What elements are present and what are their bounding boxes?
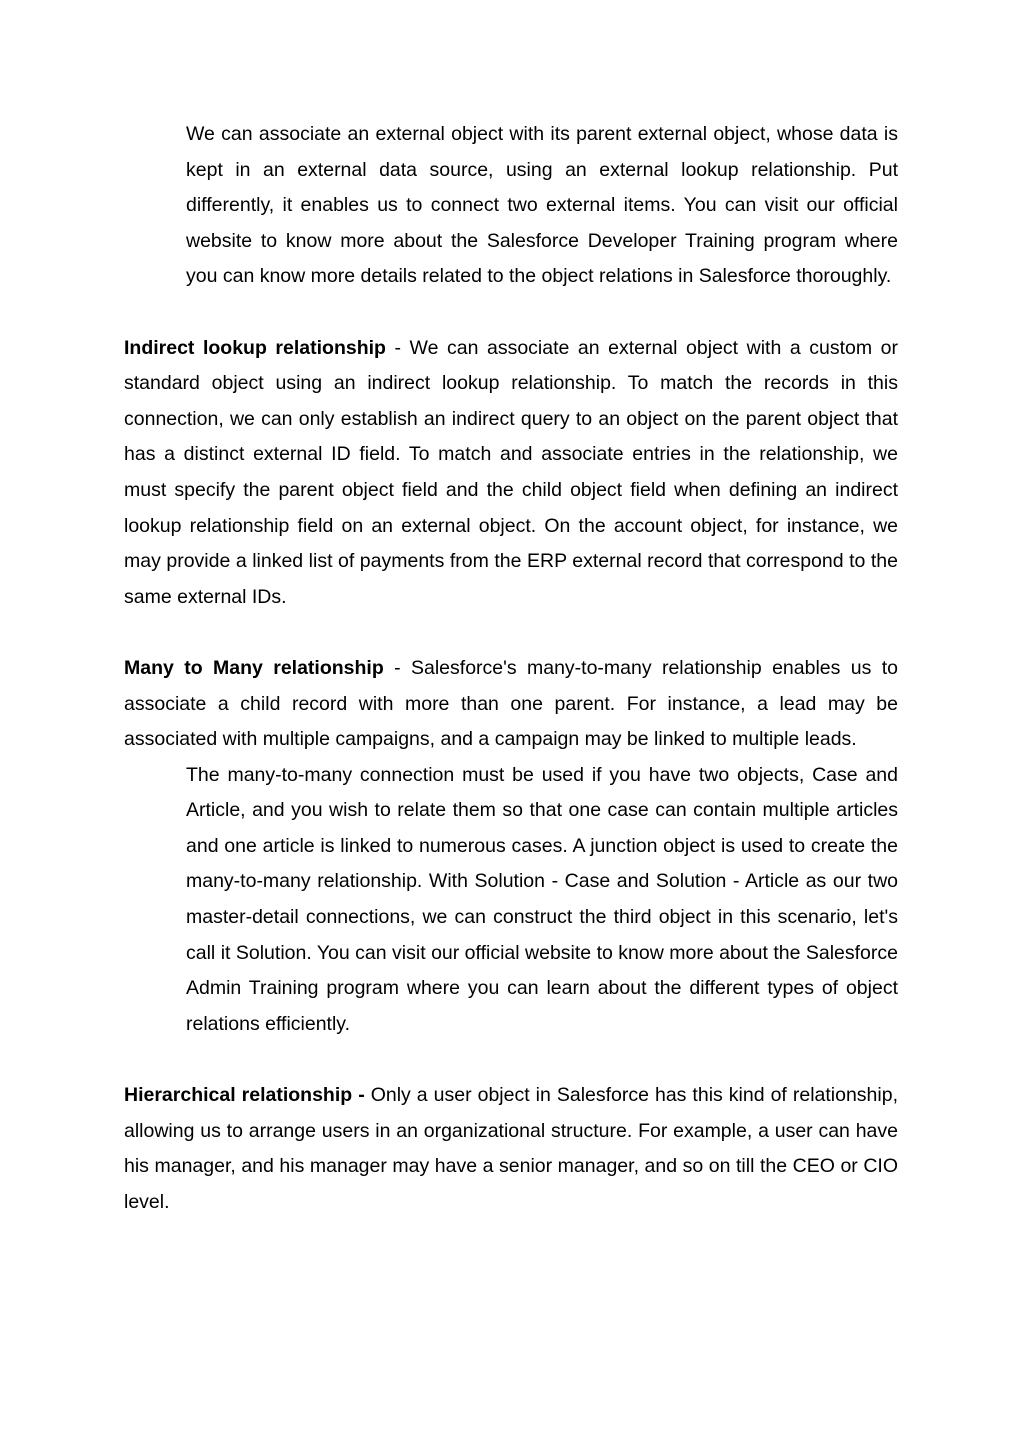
document-page (124, 117, 898, 1220)
hierarchical-paragraph (124, 1078, 898, 1220)
many-to-many-term: Many to Many relationship (124, 656, 384, 679)
indirect-lookup-paragraph (124, 331, 898, 616)
indirect-lookup-term: Indirect lookup relationship (124, 336, 386, 359)
paragraph-gap (124, 1042, 898, 1078)
indirect-lookup-body: - We can associate an external object with a custom or standard object using an indirect lookup relationship. To match the records in this connection, we can only establish an indirect query to an object on the parent object that has a distinct external ID field. To match and associate entries in the relationship, we must specify the parent object field and the child object field when defining an indirect lookup relationship field on an external object. On the account object, for instance, we may provide a linked list of payments from the ERP external record that correspond to the same external IDs. (124, 336, 898, 608)
paragraph-gap (124, 295, 898, 331)
hierarchical-body: Only a user object in Salesforce has this kind of relationship, allowing us to arrange users in an organizational structure. For example, a user can have his manager, and his manager may have a senior manager, and so on till the CEO or CIO level. (124, 1084, 898, 1213)
many-to-many-indented-paragraph: The many-to-many connection must be used if you have two objects, Case and Article, and you wish to relate them so that one case can contain multiple articles and one article is linked to numerous cases. A junction object is used to create the many-to-many relationship. With Solution - Case and Solution - Article as our two master-detail connections, we can construct the third object in this scenario, let's call it Solution. You can visit our official website to know more about the Salesforce Admin Training program where you can learn about the different types of object relations efficiently. (186, 763, 898, 1035)
many-to-many-body: - Salesforce's many-to-many relationship enables us to associate a child record with more than one parent. For instance, a lead may be associated with multiple campaigns, and a campaign may be linked to multiple leads. (124, 656, 898, 751)
paragraph-gap (124, 615, 898, 651)
external-lookup-paragraph: We can associate an external object with its parent external object, whose data is kept in an external data source, using an external lookup relationship. Put differently, it enables us to connect two external items. You can visit our official website to know more about the Salesforce Developer Training program where you can know more details related to the object relations in Salesforce thoroughly. (186, 123, 898, 288)
many-to-many-paragraph (124, 651, 898, 758)
hierarchical-term: Hierarchical relationship - (124, 1084, 365, 1107)
